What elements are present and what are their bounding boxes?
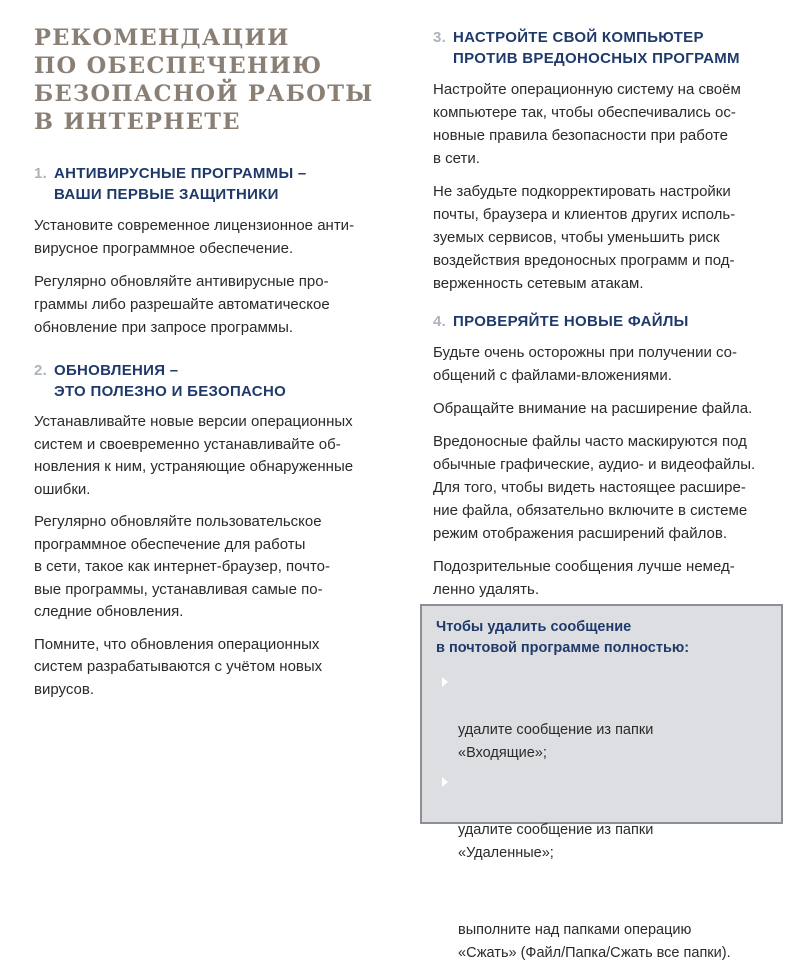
section-heading	[433, 27, 773, 69]
section-number: 1.	[34, 165, 48, 182]
list-item-text: выполните над папками операцию «Сжать» (Файл/Папка/Сжать все папки).	[458, 922, 731, 961]
section-computer-setup	[433, 27, 773, 305]
delete-message-infobox	[420, 604, 783, 961]
section-heading	[34, 360, 370, 402]
paragraph: Будьте очень осторожны при получении со- общений с файлами-вложениями.	[433, 344, 737, 384]
section-title: ПРОВЕРЯЙТЕ НОВЫЕ ФАЙЛЫ	[453, 313, 689, 330]
section-antivirus	[34, 163, 370, 349]
section-heading	[433, 311, 773, 332]
triangle-bullet-icon	[442, 677, 448, 687]
section-check-files	[433, 311, 773, 611]
section-number: 2.	[34, 362, 48, 379]
section-title: АНТИВИРУСНЫЕ ПРОГРАММЫ – ВАШИ ПЕРВЫЕ ЗАЩИТНИКИ	[54, 165, 307, 203]
list-item	[458, 873, 767, 965]
paragraph: Вредоносные файлы часто маскируются под обычные графические, аудио- и видеофайлы. Для того, чтобы видеть настоящее расшире- ние файла, обязательно включите в системе режим отображения расширений файлов.	[433, 433, 756, 542]
list-item	[458, 673, 767, 765]
paragraph: Устанавливайте новые версии операционных систем и своевременно устанавливайте об- новления к ним, устраняющие обнаруженные ошибки.	[34, 413, 354, 498]
section-number: 4.	[433, 313, 447, 330]
list-item-text: удалите сообщение из папки «Входящие»;	[458, 722, 654, 761]
paragraph: Настройте операционную систему на своём компьютере так, чтобы обеспечивались ос- новные правила безопасности при работе в сети.	[433, 81, 741, 167]
page-title: РЕКОМЕНДАЦИИ ПО ОБЕСПЕЧЕНИЮ БЕЗОПАСНОЙ РАБОТЫ В ИНТЕРНЕТЕ	[34, 25, 374, 135]
paragraph: Установите современное лицензионное анти- вирусное программное обеспечение.	[34, 217, 355, 257]
section-updates	[34, 360, 370, 711]
paragraph: Не забудьте подкорректировать настройки почты, браузера и клиентов других исполь- зуемых сервисов, чтобы уменьшить риск воздействия вредоносных программ и под- верженность сетевым атакам.	[433, 183, 736, 292]
paragraph: Регулярно обновляйте пользовательское программное обеспечение для работы в сети, такое как интернет-браузер, почто- вые программы, устанавливая самые по- следние обновления.	[34, 513, 331, 620]
paragraph: Обращайте внимание на расширение файла.	[433, 400, 753, 417]
triangle-bullet-icon	[442, 877, 448, 887]
paragraph: Подозрительные сообщения лучше немед- ленно удалять.	[433, 558, 735, 598]
triangle-bullet-icon	[442, 777, 448, 787]
paragraph: Регулярно обновляйте антивирусные про- граммы либо разрешайте автоматическое обновление при запросе программы.	[34, 273, 330, 336]
paragraph: Помните, что обновления операционных систем разрабатываются с учётом новых вирусов.	[34, 635, 323, 698]
section-heading	[34, 163, 370, 205]
list-item-text: удалите сообщение из папки «Удаленные»;	[458, 822, 654, 861]
infobox-heading: Чтобы удалить сообщение в почтовой программе полностью:	[436, 619, 690, 656]
section-title: НАСТРОЙТЕ СВОЙ КОМПЬЮТЕР ПРОТИВ ВРЕДОНОСНЫХ ПРОГРАММ	[453, 29, 740, 67]
list-item	[458, 773, 767, 865]
section-number: 3.	[433, 29, 447, 46]
infobox-list	[436, 673, 767, 965]
section-title: ОБНОВЛЕНИЯ – ЭТО ПОЛЕЗНО И БЕЗОПАСНО	[54, 362, 287, 400]
